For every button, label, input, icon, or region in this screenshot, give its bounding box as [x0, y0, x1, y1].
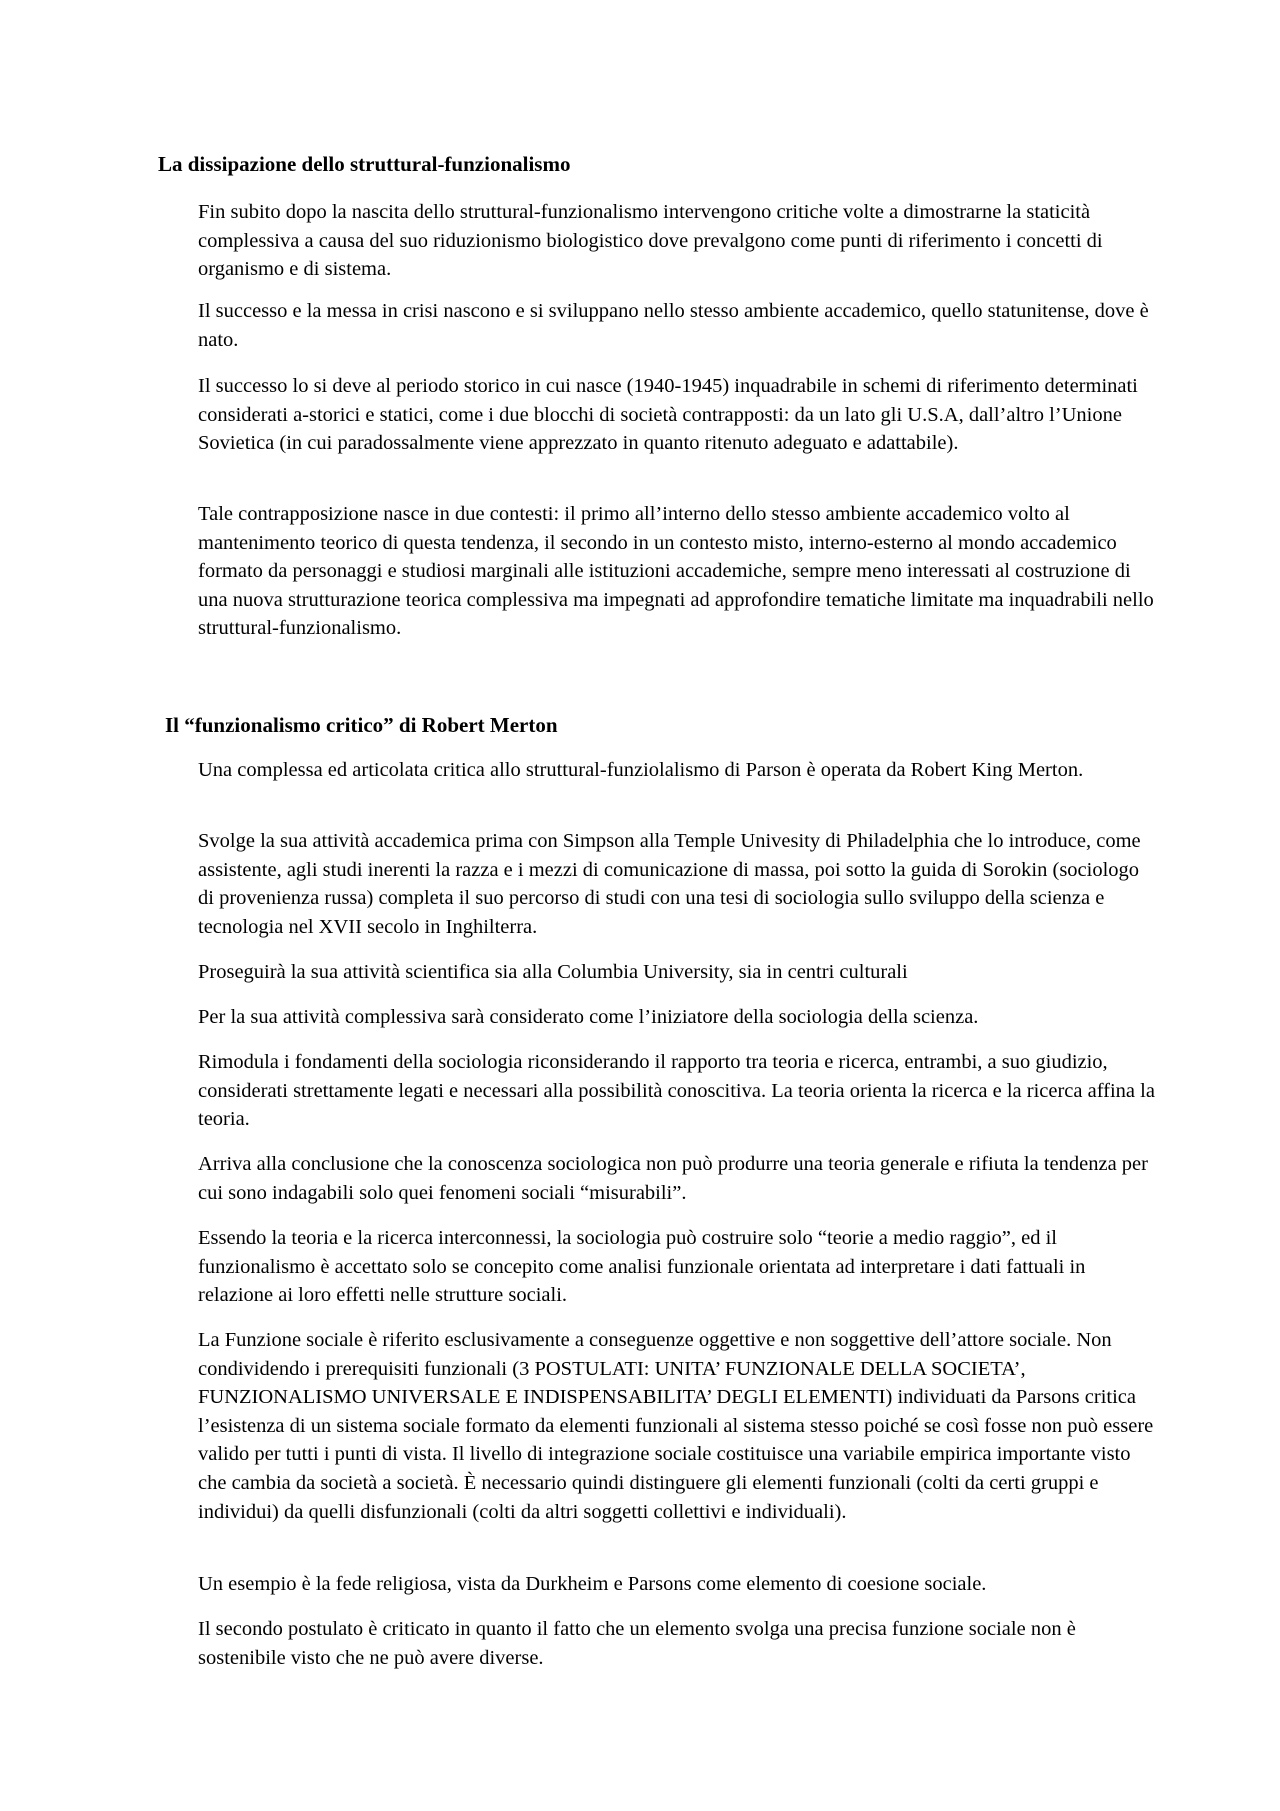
paragraph: Per la sua attività complessiva sarà considerato come l’iniziatore della sociologia della scienza. [198, 1006, 979, 1028]
paragraph: Proseguirà la sua attività scientifica sia alla Columbia University, sia in centri culturali [198, 961, 908, 983]
section-heading-dissipazione: La dissipazione dello struttural-funzionalismo [158, 152, 571, 176]
paragraph: Essendo la teoria e la ricerca interconnessi, la sociologia può costruire solo “teorie a medio raggio”, ed il funzionalismo è accettato solo se concepito come analisi funzionale orientata ad interpretare i dati fattuali in relazione ai loro effetti nelle strutture sociali. [198, 1227, 1086, 1307]
paragraph: Il successo e la messa in crisi nascono e si sviluppano nello stesso ambiente accademico, quello statunitense, dove è nato. [198, 300, 1149, 351]
paragraph: Il successo lo si deve al periodo storico in cui nasce (1940-1945) inquadrabile in schemi di riferimento determinati considerati a-storici e statici, come i due blocchi di società contrapposti: da un lato gli U.S.A, dall’altro l’Unione Sovietica (in cui paradossalmente viene apprezzato in quanto ritenuto adeguato e adattabile). [198, 375, 1138, 455]
paragraph: Un esempio è la fede religiosa, vista da Durkheim e Parsons come elemento di coesione sociale. [198, 1573, 987, 1595]
paragraph: Arriva alla conclusione che la conoscenza sociologica non può produrre una teoria generale e rifiuta la tendenza per cui sono indagabili solo quei fenomeni sociali “misurabili”. [198, 1153, 1148, 1204]
paragraph: Il secondo postulato è criticato in quanto il fatto che un elemento svolga una precisa funzione sociale non è sostenibile visto che ne può avere diverse. [198, 1618, 1076, 1669]
paragraph: La Funzione sociale è riferito esclusivamente a conseguenze oggettive e non soggettive dell’attore sociale. Non condividendo i prerequisiti funzionali (3 POSTULATI: UNITA’ FUNZIONALE DELLA SOCIETA’, FUNZIONALISMO UNIVERSALE E INDISPENSABILITA’ DEGLI ELEMENTI) individuati da Parsons critica l’esistenza di un sistema sociale formato da elementi funzionali al sistema stesso poiché se così fosse non può essere valido per tutti i punti di vista. Il livello di integrazione sociale costituisce una variabile empirica importante visto che cambia da società a società. È necessario quindi distinguere gli elementi funzionali (colti da certi gruppi e individui) da quelli disfunzionali (colti da altri soggetti collettivi e individuali). [198, 1329, 1154, 1523]
paragraph: Una complessa ed articolata critica allo struttural-funziolalismo di Parson è operata da Robert King Merton. [198, 759, 1084, 781]
paragraph: Fin subito dopo la nascita dello struttural-funzionalismo intervengono critiche volte a dimostrarne la staticità complessiva a causa del suo riduzionismo biologistico dove prevalgono come punti di riferimento i concetti di organismo e di sistema. [198, 201, 1103, 281]
paragraph: Svolge la sua attività accademica prima con Simpson alla Temple Univesity di Philadelphia che lo introduce, come assistente, agli studi inerenti la razza e i mezzi di comunicazione di massa, poi sotto la guida di Sorokin (sociologo di provenienza russa) completa il suo percorso di studi con una tesi di sociologia sullo sviluppo della scienza e tecnologia nel XVII secolo in Inghilterra. [198, 830, 1141, 938]
paragraph: Tale contrapposizione nasce in due contesti: il primo all’interno dello stesso ambiente accademico volto al mantenimento teorico di questa tendenza, il secondo in un contesto misto, interno-esterno al mondo accademico formato da personaggi e studiosi marginali alle istituzioni accademiche, sempre meno interessati al costruzione di una nuova strutturazione teorica complessiva ma impegnati ad approfondire tematiche limitate ma inquadrabili nello struttural-funzionalismo. [198, 503, 1154, 640]
paragraph: Rimodula i fondamenti della sociologia riconsiderando il rapporto tra teoria e ricerca, entrambi, a suo giudizio, considerati strettamente legati e necessari alla possibilità conoscitiva. La teoria orienta la ricerca e la ricerca affina la teoria. [198, 1051, 1155, 1131]
section-heading-merton: Il “funzionalismo critico” di Robert Merton [165, 713, 558, 737]
